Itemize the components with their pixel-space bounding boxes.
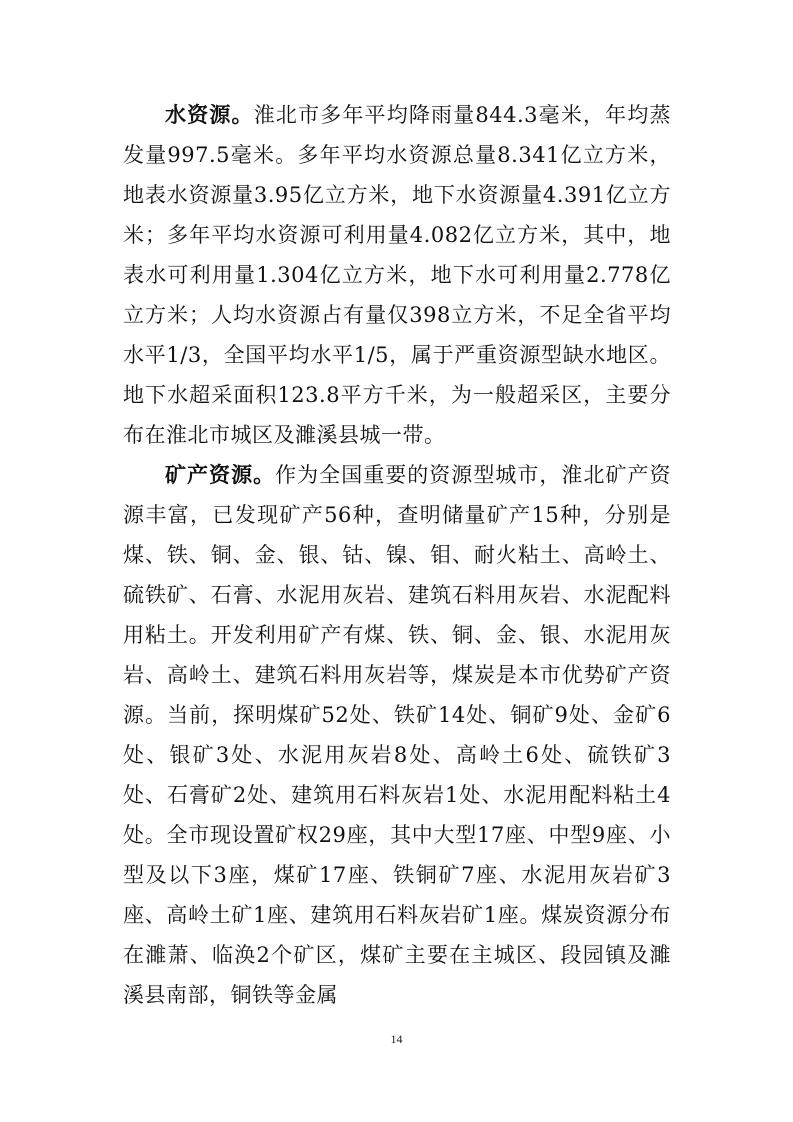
document-body (123, 95, 671, 1015)
paragraph-text: 淮北市多年平均降雨量844.3毫米，年均蒸发量997.5毫米。多年平均水资源总量8.341亿立方米，地表水资源量3.95亿立方米，地下水资源量4.391亿立方米；多年平均水资源可利用量4.082亿立方米，其中，地表水可利用量1.304亿立方米，地下水可利用量2.778亿立方米；人均水资源占有量仅398立方米，不足全省平均水平1/3，全国平均水平1/5，属于严重资源型缺水地区。地下水超采面积123.8平方千米，为一般超采区，主要分布在淮北市城区及濉溪县城一带。 (123, 103, 672, 447)
page-number: 14 (390, 1032, 403, 1046)
paragraph-heading: 水资源。 (165, 103, 254, 127)
paragraph-heading: 矿产资源。 (165, 463, 276, 487)
paragraph-mineral-resources (123, 455, 671, 1015)
paragraph-text: 作为全国重要的资源型城市，淮北矿产资源丰富，已发现矿产56种，查明储量矿产15种，分别是煤、铁、铜、金、银、钴、镍、钼、耐火粘土、高岭土、硫铁矿、石膏、水泥用灰岩、建筑石料用灰岩、水泥配料用粘土。开发利用矿产有煤、铁、铜、金、银、水泥用灰岩、高岭土、建筑石料用灰岩等，煤炭是本市优势矿产资源。当前，探明煤矿52处、铁矿14处、铜矿9处、金矿6处、银矿3处、水泥用灰岩8处、高岭土6处、硫铁矿3处、石膏矿2处、建筑用石料灰岩1处、水泥用配料粘土4处。全市现设置矿权29座，其中大型17座、中型9座、小型及以下3座，煤矿17座、铁铜矿7座、水泥用灰岩矿3座、高岭土矿1座、建筑用石料灰岩矿1座。煤炭资源分布在濉萧、临涣2个矿区，煤矿主要在主城区、段园镇及濉溪县南部，铜铁等金属 (123, 463, 672, 1007)
paragraph-water-resources (123, 95, 671, 455)
